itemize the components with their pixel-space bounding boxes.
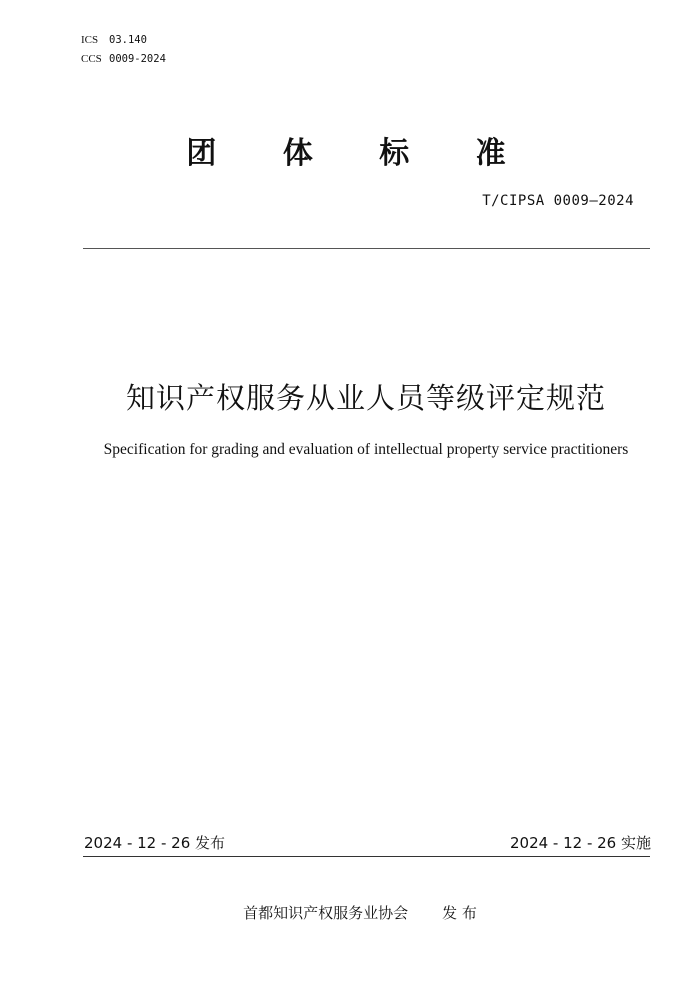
ccs-value: 0009-2024 bbox=[109, 53, 166, 65]
title-english: Specification for grading and evaluation of intellectual property service practitioners bbox=[103, 441, 629, 458]
bottom-divider bbox=[83, 856, 650, 857]
publisher-action: 发 布 bbox=[442, 904, 477, 922]
publish-date: 2024 - 12 - 26 发布 bbox=[84, 834, 226, 852]
ccs-label: CCS bbox=[81, 53, 102, 65]
document-type-heading: 团 体 标 准 bbox=[186, 136, 534, 171]
publisher-name: 首都知识产权服务业协会 bbox=[243, 904, 409, 922]
title-chinese: 知识产权服务从业人员等级评定规范 bbox=[125, 381, 606, 415]
ics-value: 03.140 bbox=[109, 34, 147, 46]
top-divider bbox=[83, 248, 650, 249]
ics-code bbox=[81, 33, 147, 47]
publisher-line bbox=[0, 902, 700, 924]
ccs-code bbox=[81, 52, 166, 66]
ics-label: ICS bbox=[81, 34, 99, 46]
implement-date: 2024 - 12 - 26 实施 bbox=[509, 834, 651, 852]
document-number: T/CIPSA 0009—2024 bbox=[482, 193, 634, 209]
